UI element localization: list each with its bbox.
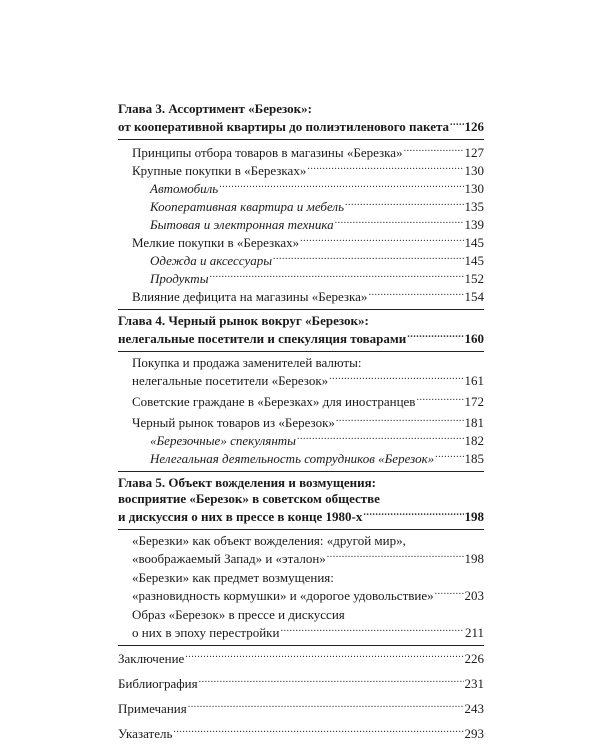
entry-title: Крупные покупки в «Березках» — [132, 163, 307, 178]
dot-leader — [219, 179, 463, 193]
entry-page: 145 — [464, 253, 484, 268]
toc-subentry — [118, 197, 484, 215]
toc-subentry — [118, 449, 484, 467]
dot-leader — [336, 413, 464, 427]
entry-title: о них в эпоху перестройки — [132, 625, 280, 640]
entry-page: 181 — [464, 415, 484, 430]
dot-leader — [329, 371, 463, 385]
entry-title: Указатель — [118, 726, 173, 741]
entry-title: Нелегальная деятельность сотрудников «Березок» — [150, 451, 435, 466]
dot-leader — [273, 251, 463, 265]
entry-title: «воображаемый Запад» и «эталон» — [132, 551, 326, 566]
entry-title: Примечания — [118, 701, 187, 716]
entry-page: 243 — [464, 701, 484, 716]
chapter-5-page: 198 — [464, 509, 484, 524]
entry-page: 231 — [464, 676, 484, 691]
chapter-4-title-line-1: Глава 4. Черный рынок вокруг «Березок»: — [118, 313, 369, 328]
chapter-4-title-line-2 — [118, 329, 484, 347]
toc-entry — [118, 533, 484, 567]
toc-entry — [118, 355, 484, 389]
entry-title: Принципы отбора товаров в магазины «Березка» — [132, 145, 403, 160]
dot-leader — [335, 215, 464, 229]
entry-title: Библиография — [118, 676, 198, 691]
toc-entry — [118, 143, 484, 161]
dot-leader — [404, 143, 464, 157]
dot-leader — [345, 197, 464, 211]
entry-title: Заключение — [118, 651, 185, 666]
entry-title-line-1: «Березки» как объект вожделения: «другой мир», — [132, 533, 406, 548]
chapter-3-title: от кооперативной квартиры до полиэтиленового пакета — [118, 119, 450, 134]
entry-page: 152 — [464, 271, 484, 286]
chapter-5-title: и дискуссия о них в прессе в конце 1980-х — [118, 509, 363, 524]
chapter-3-title-line-1: Глава 3. Ассортимент «Березок»: — [118, 101, 312, 116]
entry-title: Продукты — [150, 271, 209, 286]
chapter-5-title-line-3 — [118, 507, 484, 525]
toc-subentry — [118, 431, 484, 449]
entry-title: Кооперативная квартира и мебель — [150, 199, 344, 214]
dot-leader — [188, 699, 464, 713]
entry-page: 145 — [464, 235, 484, 250]
chapter-5-title-line-1: Глава 5. Объект вожделения и возмущения: — [118, 475, 376, 490]
dot-leader — [210, 269, 464, 283]
entry-title-line-1: «Березки» как предмет возмущения: — [132, 570, 334, 585]
toc-subentry — [118, 179, 484, 197]
toc-subentry — [118, 269, 484, 287]
entry-page: 135 — [464, 199, 484, 214]
entry-page: 226 — [464, 651, 484, 666]
entry-title: Черный рынок товаров из «Березок» — [132, 415, 335, 430]
dot-leader — [368, 287, 463, 301]
toc-entry — [118, 161, 484, 179]
entry-page: 139 — [464, 217, 484, 232]
chapter-4-heading — [118, 313, 484, 347]
toc-entry-conclusion — [118, 649, 484, 667]
entry-page: 130 — [464, 181, 484, 196]
entry-title: Бытовая и электронная техника — [150, 217, 334, 232]
entry-title: Влияние дефицита на магазины «Березка» — [132, 289, 368, 304]
chapter-3-heading — [118, 101, 484, 135]
dot-leader — [363, 507, 463, 521]
toc-subentry — [118, 251, 484, 269]
entry-title: нелегальные посетители «Березок» — [132, 373, 329, 388]
dot-leader — [435, 449, 463, 463]
chapter-3-page: 126 — [464, 119, 484, 134]
toc-entry — [118, 233, 484, 251]
dot-leader — [173, 724, 463, 738]
dot-leader — [297, 431, 464, 445]
dot-leader — [450, 117, 463, 131]
toc-subentry — [118, 215, 484, 233]
toc-entry — [118, 287, 484, 305]
entry-page: 211 — [464, 625, 484, 640]
entry-page: 182 — [464, 433, 484, 448]
divider — [118, 645, 484, 646]
dot-leader — [185, 649, 463, 663]
divider — [118, 309, 484, 310]
divider — [118, 351, 484, 352]
dot-leader — [327, 549, 464, 563]
entry-title: Советские граждане в «Березках» для иностранцев — [132, 394, 416, 409]
dot-leader — [280, 623, 464, 637]
dot-leader — [300, 233, 463, 247]
toc-entry-bibliography — [118, 674, 484, 692]
toc-entry-index — [118, 724, 484, 742]
dot-leader — [307, 161, 463, 175]
entry-title: Одежда и аксессуары — [150, 253, 273, 268]
entry-page: 172 — [464, 394, 484, 409]
entry-title: «разновидность кормушки» и «дорогое удовольствие» — [132, 588, 434, 603]
chapter-5-heading — [118, 475, 484, 525]
chapter-3-title-line-2 — [118, 117, 484, 135]
toc-entry — [118, 413, 484, 431]
toc-entry — [118, 392, 484, 410]
divider — [118, 529, 484, 530]
entry-page: 127 — [464, 145, 484, 160]
entry-page: 130 — [464, 163, 484, 178]
divider — [118, 471, 484, 472]
toc-entry — [118, 607, 484, 641]
dot-leader — [416, 392, 463, 406]
entry-page: 203 — [464, 588, 484, 603]
entry-title-line-1: Образ «Березок» в прессе и дискуссия — [132, 607, 345, 622]
entry-title: Мелкие покупки в «Березках» — [132, 235, 300, 250]
dot-leader — [199, 674, 464, 688]
toc-entry-notes — [118, 699, 484, 717]
entry-page: 154 — [464, 289, 484, 304]
entry-title-line-1: Покупка и продажа заменителей валюты: — [132, 355, 362, 370]
chapter-4-page: 160 — [464, 331, 484, 346]
entry-page: 185 — [464, 451, 484, 466]
table-of-contents — [118, 98, 484, 742]
toc-entry — [118, 570, 484, 604]
entry-title: Автомобиль — [150, 181, 219, 196]
chapter-5-title-line-2: восприятие «Березок» в советском обществе — [118, 491, 380, 506]
dot-leader — [407, 329, 463, 343]
chapter-4-title: нелегальные посетители и спекуляция товарами — [118, 331, 407, 346]
divider — [118, 139, 484, 140]
entry-title: «Березочные» спекулянты — [150, 433, 296, 448]
entry-page: 198 — [464, 551, 484, 566]
entry-page: 161 — [464, 373, 484, 388]
entry-page: 293 — [464, 726, 484, 741]
dot-leader — [435, 586, 464, 600]
